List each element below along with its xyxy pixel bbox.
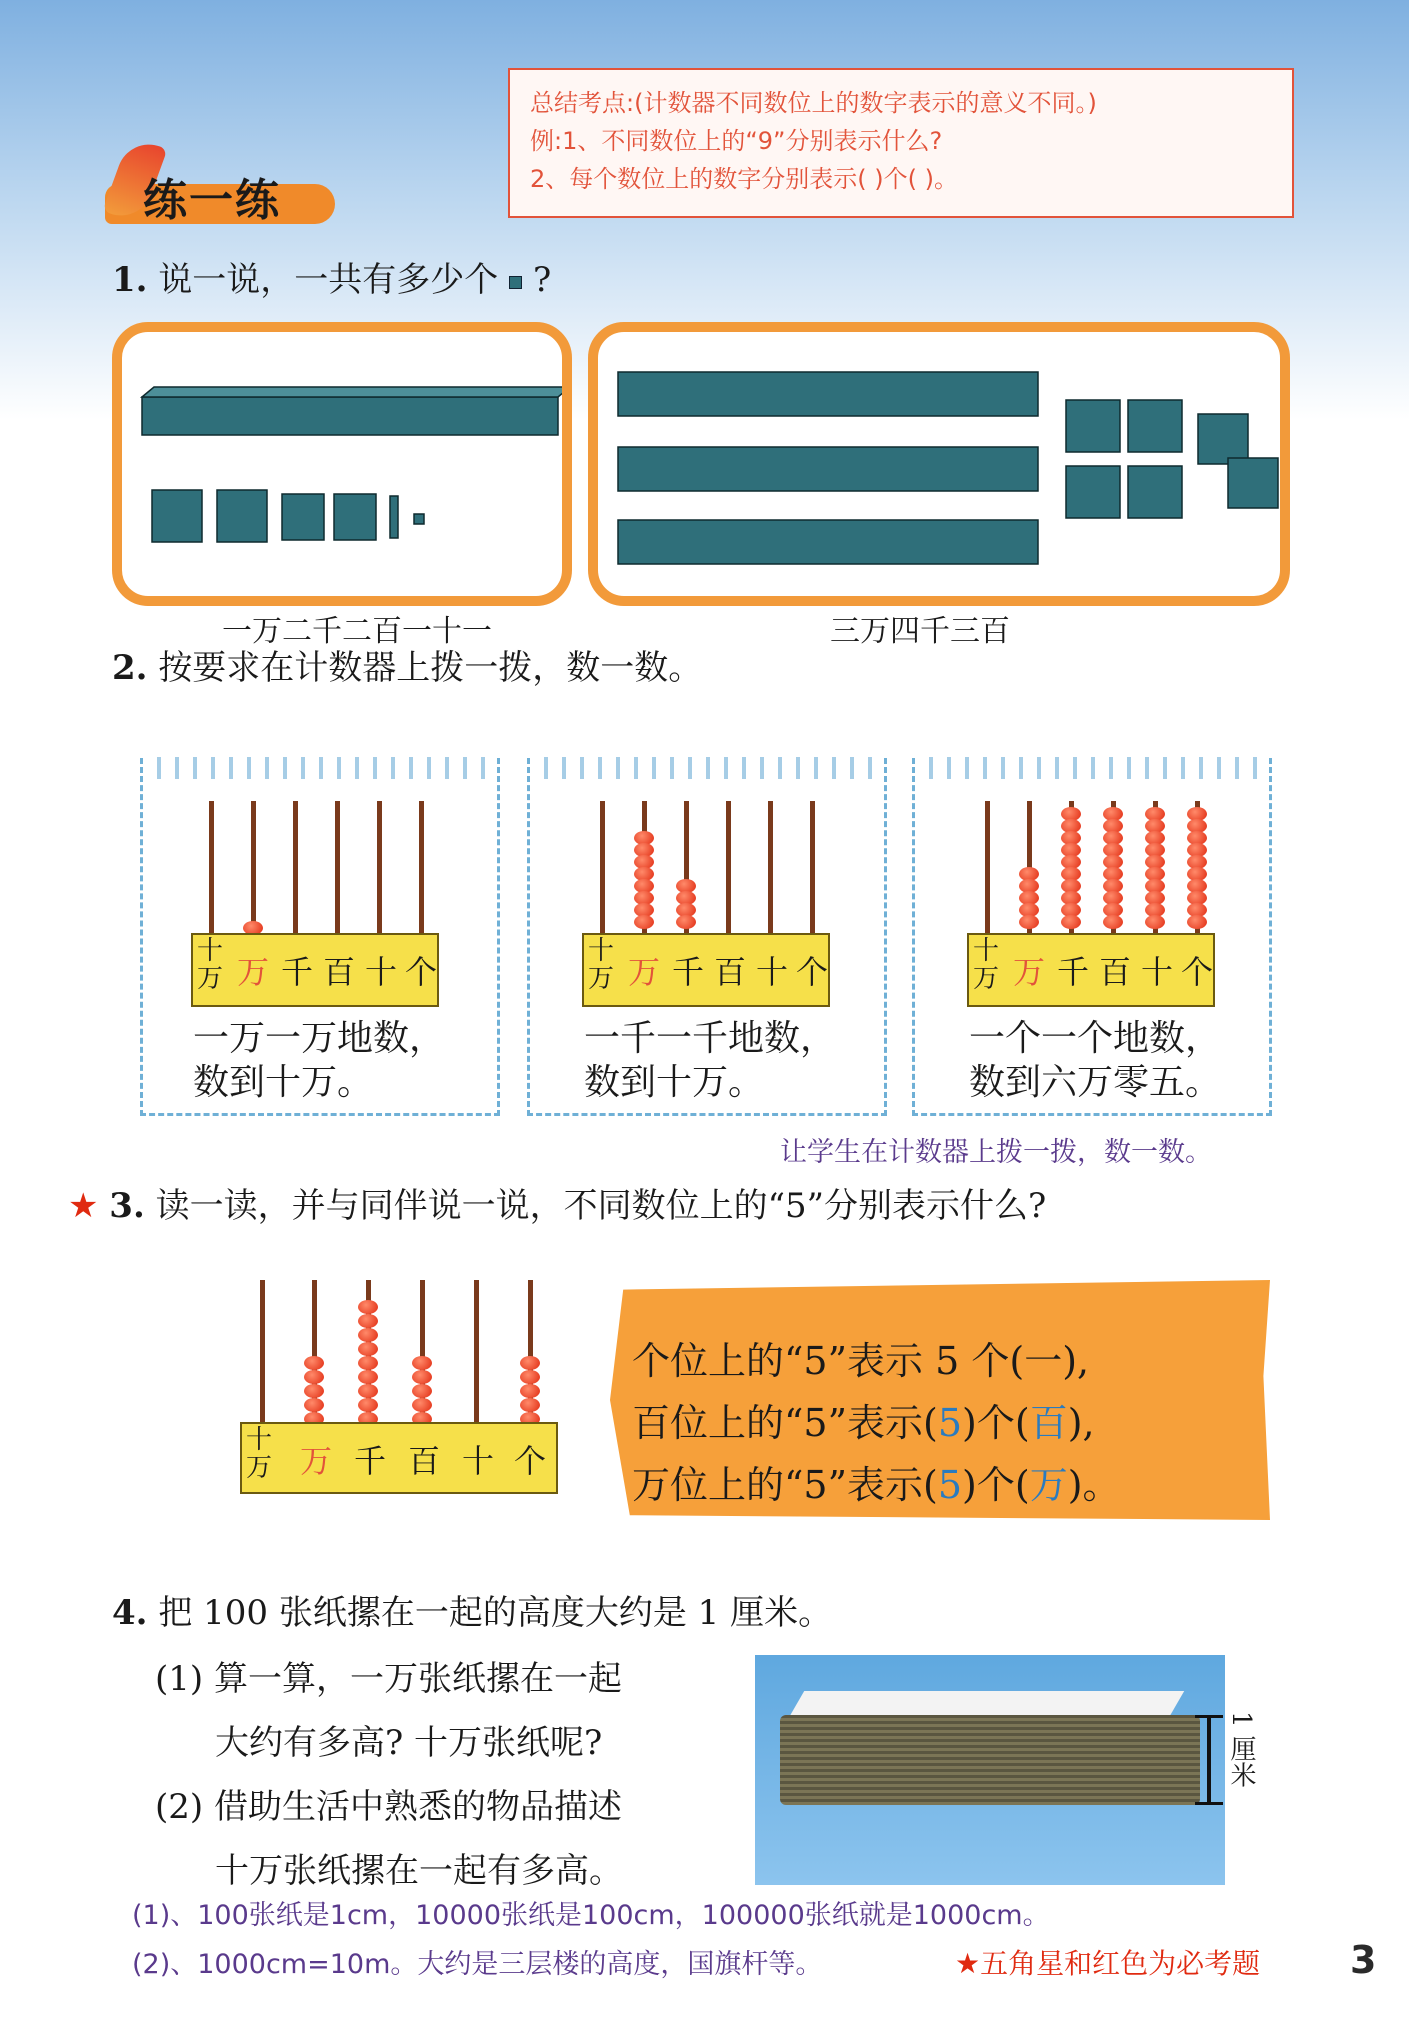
- card-edge: [143, 757, 497, 779]
- card-text: 一千一千地数， 数到十万。: [584, 1018, 837, 1103]
- height-label: 1 厘米: [1226, 1711, 1256, 1788]
- abacus-base: 十 万 万 千 百 十 个: [240, 1422, 558, 1494]
- caption-left: 一万二千二百一十一: [222, 614, 492, 649]
- question-end: ?: [532, 260, 552, 300]
- question-text: 把 100 张纸摞在一起的高度大约是 1 厘米。: [158, 1593, 833, 1633]
- answer-1: (1)、100张纸是1cm，10000张纸是100cm，100000张纸就是1000cm。: [132, 1900, 1050, 1931]
- question-text: 读一读，并与同伴说一说，不同数位上的“5”分别表示什么?: [155, 1186, 1047, 1226]
- section-title: 练一练: [143, 175, 281, 226]
- cube-panel-right: [588, 322, 1290, 606]
- card-text: 一万一万地数， 数到十万。: [193, 1018, 446, 1103]
- abacus-base: 十 万 万 千 百 十 个: [191, 933, 439, 1007]
- teacher-note: 让学生在计数器上拨一拨，数一数。: [780, 1137, 1212, 1168]
- summary-line-2: 例:1、不同数位上的“9”分别表示什么?: [530, 127, 943, 155]
- summary-line-1: 总结考点:(计数器不同数位上的数字表示的意义不同。): [530, 89, 1097, 117]
- page-number: 3: [1350, 1938, 1377, 1982]
- paper-stack-photo: [755, 1655, 1256, 1885]
- card-edge: [915, 757, 1269, 779]
- part-2-line-1: (2) 借助生活中熟悉的物品描述: [155, 1787, 622, 1827]
- small-cubes: [152, 490, 424, 542]
- abacus-q3: [240, 1280, 560, 1500]
- cube-illustration-left: [122, 332, 562, 596]
- caption-right: 三万四千三百: [830, 614, 1010, 649]
- question-number: 3.: [109, 1186, 145, 1226]
- question-number: 2.: [112, 648, 148, 688]
- summary-box: [508, 68, 1294, 218]
- question-number: 1.: [112, 260, 148, 300]
- card-text: 一个一个地数， 数到六万零五。: [969, 1018, 1222, 1103]
- answer-line-3: 万位上的“5”表示(5)个(万)。: [632, 1463, 1121, 1507]
- question-4-parts: [155, 1647, 623, 1903]
- abacus-base: 十 万 万 千 百 十 个: [582, 933, 830, 1007]
- question-number: 4.: [112, 1593, 148, 1633]
- legend-note: ★五角星和红色为必考题: [955, 1947, 1261, 1980]
- answer-lines: [632, 1330, 1121, 1516]
- question-text: 说一说，一共有多少个: [158, 260, 499, 300]
- abacus-card-2: [527, 758, 887, 1116]
- abacus-card-3: [912, 758, 1272, 1116]
- answer-line-2: 百位上的“5”表示(5)个(百),: [632, 1401, 1095, 1445]
- card-edge: [530, 757, 884, 779]
- question-4: [112, 1585, 832, 1634]
- part-1-line-2: 大约有多高? 十万张纸呢?: [215, 1723, 603, 1763]
- star-icon: ★: [68, 1186, 99, 1226]
- section-badge: [105, 150, 335, 228]
- answer-line-1: 个位上的“5”表示 5 个(一),: [632, 1339, 1090, 1383]
- summary-line-3: 2、每个数位上的数字分别表示( )个( )。: [530, 165, 958, 193]
- cube-panel-left: [112, 322, 572, 606]
- unit-cube-icon: [509, 276, 522, 289]
- question-2: [112, 640, 702, 689]
- abacus-card-1: [140, 758, 500, 1116]
- question-1: [112, 252, 551, 301]
- answer-2: (2)、1000cm=10m。大约是三层楼的高度，国旗杆等。: [132, 1949, 823, 1980]
- thousand-rods: [142, 387, 562, 435]
- question-text: 按要求在计数器上拨一拨，数一数。: [158, 648, 703, 688]
- question-3: [68, 1178, 1046, 1227]
- paper-stack: [780, 1715, 1200, 1805]
- cube-illustration-right: [598, 332, 1280, 596]
- abacus-base: 十 万 万 千 百 十 个: [967, 933, 1215, 1007]
- height-marker: [1207, 1715, 1211, 1805]
- part-2-line-2: 十万张纸摞在一起有多高。: [215, 1851, 623, 1891]
- part-1-line-1: (1) 算一算，一万张纸摞在一起: [155, 1659, 622, 1699]
